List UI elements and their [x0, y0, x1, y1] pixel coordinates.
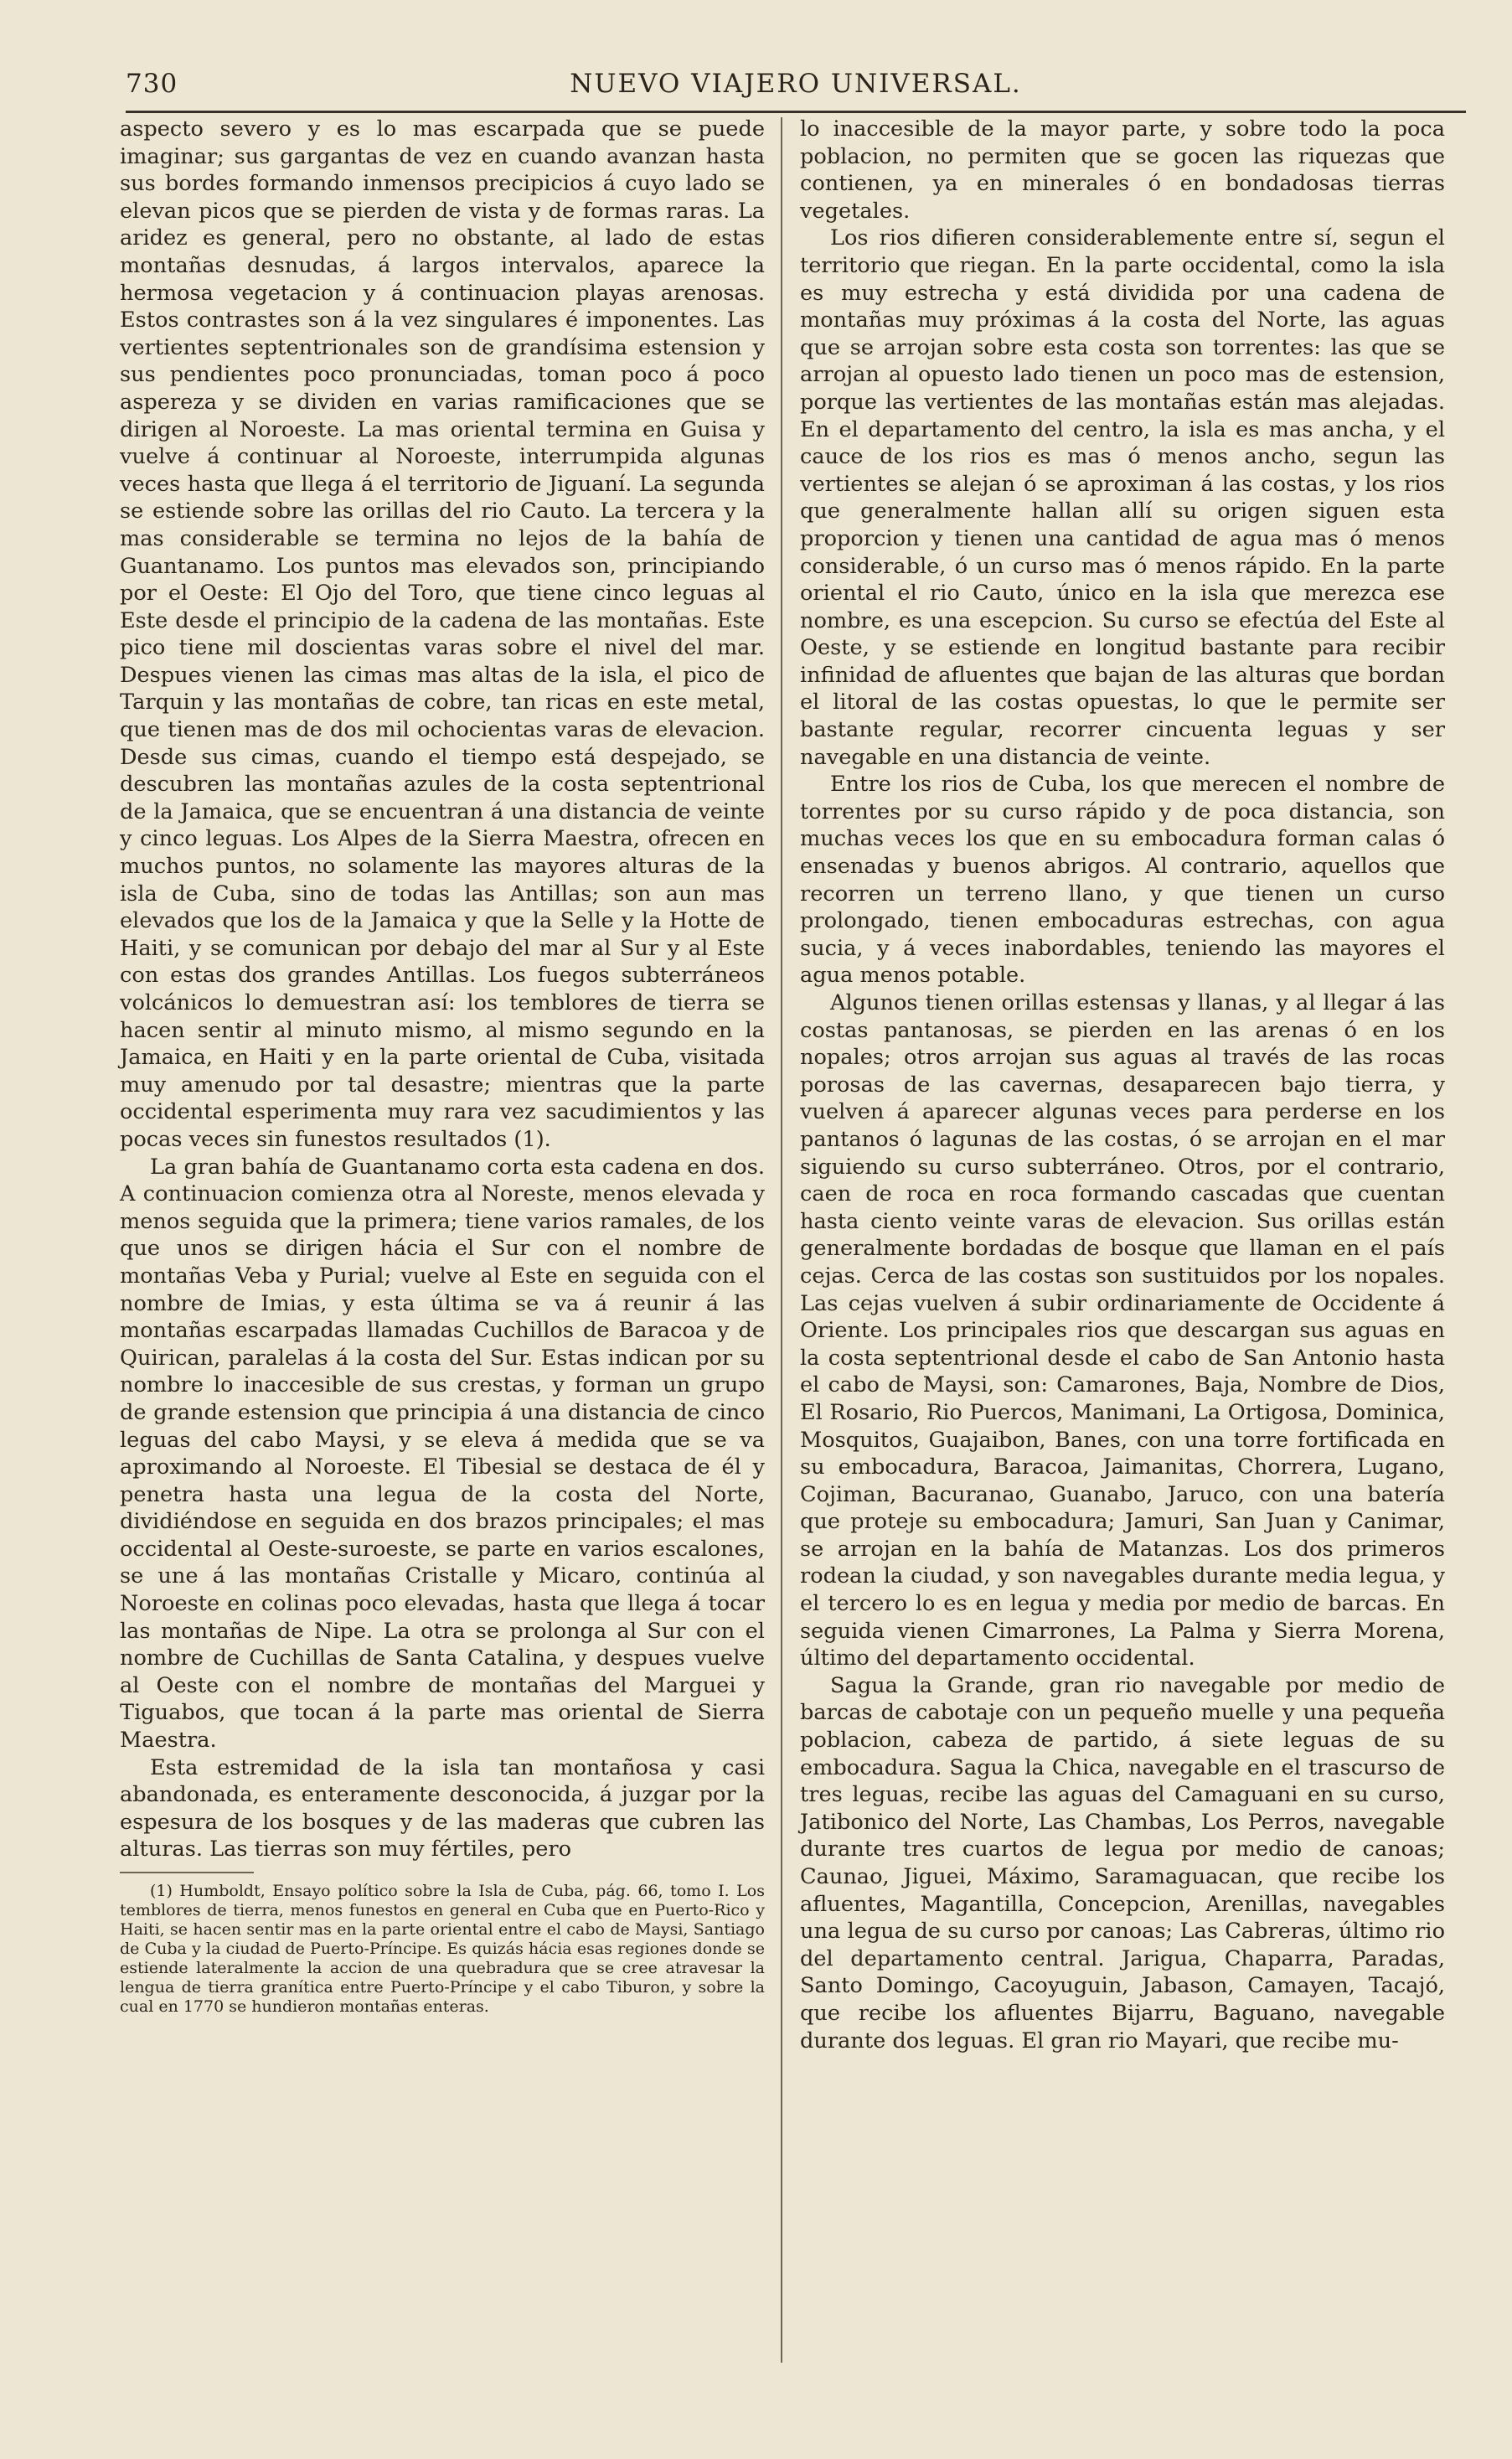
body-paragraph: Esta estremidad de la isla tan montañosa y casi abandonada, es enteramente desconocida, á juzgar por la espesura de los bosques y de las maderas que cubren las alturas. Las tierras son muy fértiles, pero — [120, 1754, 765, 1862]
footnote-rule — [120, 1872, 254, 1873]
page-number: 730 — [126, 69, 178, 99]
body-paragraph: Entre los rios de Cuba, los que merecen el nombre de torrentes por su curso rápido y de poca distancia, son muchas veces los que en su embocadura forman calas ó ensenadas y buenos abrigos. Al contrario, aquellos que recorren un terreno llano, y que tienen un curso prolongado, tienen embocaduras estrechas, con agua sucia, y á veces inabordables, teniendo las mayores el agua menos potable. — [800, 772, 1445, 989]
left-column — [120, 116, 765, 2017]
page-header — [126, 69, 1466, 113]
body-paragraph: aspecto severo y es lo mas escarpada que se puede imaginar; sus gargantas de vez en cuando avanzan hasta sus bordes formando inmensos precipicios á cuyo lado se elevan picos que se pierden de vista y de formas raras. La aridez es general, pero no obstante, al lado de estas montañas desnudas, á largos intervalos, aparece la hermosa vegetacion y á continuacion playas arenosas. Estos contrastes son á la vez singulares é imponentes. Las vertientes septentrionales son de grandísima estension y sus pendientes poco pronunciadas, toman poco á poco aspereza y se dividen en varias ramificaciones que se dirigen al Noroeste. La mas oriental termina en Guisa y vuelve á continuar al Noroeste, interrumpida algunas veces hasta que llega á el territorio de Jiguaní. La segunda se estiende sobre las orillas del rio Cauto. La tercera y la mas considerable se termina no lejos de la bahía de Guantanamo. Los puntos mas elevados son, principiando por el Oeste: El Ojo del Toro, que tiene cinco leguas al Este desde el principio de la cadena de las montañas. Este pico tiene mil doscientas varas sobre el nivel del mar. Despues vienen las cimas mas altas de la isla, el pico de Tarquin y las montañas de cobre, tan ricas en este metal, que tienen mas de dos mil ochocientas varas de elevacion. Desde sus cimas, cuando el tiempo está despejado, se descubren las montañas azules de la costa septentrional de la Jamaica, que se encuentran á una distancia de veinte y cinco leguas. Los Alpes de la Sierra Maestra, ofrecen en muchos puntos, no solamente las mayores alturas de la isla de Cuba, sino de todas las Antillas; son aun mas elevados que los de la Jamaica y que la Selle y la Hotte de Haiti, y se comunican por debajo del mar al Sur y al Este con estas dos grandes Antillas. Los fuegos subterráneos volcánicos lo demuestran así: los temblores de tierra se hacen sentir al minuto mismo, al mismo segundo en la Jamaica, en Haiti y en la parte oriental de Cuba, visitada muy amenudo por tal desastre; mientras que la parte occidental esperimenta muy rara vez sacudimientos y las pocas veces sin funestos resultados (1). — [120, 116, 765, 1152]
body-paragraph: Los rios difieren considerablemente entre sí, segun el territorio que riegan. En la parte occidental, como la isla es muy estrecha y está dividida por una cadena de montañas muy próximas á la costa del Norte, las aguas que se arrojan sobre esta costa son torrentes: las que se arrojan al opuesto lado tienen un poco mas de estension, porque las vertientes de las montañas están mas alejadas. En el departamento del centro, la isla es mas ancha, y el cauce de los rios es mas ó menos ancho, segun las vertientes se alejan ó se aproximan á las costas, y los rios que generalmente hallan allí su origen siguen esta proporcion y tienen una cantidad de agua mas ó menos considerable, ó un curso mas ó menos rápido. En la parte oriental el rio Cauto, único en la isla que merezca ese nombre, es una escepcion. Su curso se efectúa del Este al Oeste, y se estiende en longitud bastante para recibir infinidad de afluentes que bajan de las alturas que bordan el litoral de las costas opuestas, lo que le permite ser bastante regular, recorrer cincuenta leguas y ser navegable en una distancia de veinte. — [800, 225, 1445, 770]
column-divider — [781, 117, 782, 2363]
body-paragraph: Algunos tienen orillas estensas y llanas, y al llegar á las costas pantanosas, se pierden en las arenas ó en los nopales; otros arrojan sus aguas al través de las rocas porosas de las cavernas, desaparecen bajo tierra, y vuelven á aparecer algunas veces para perderse en los pantanos ó lagunas de las costas, ó se arrojan en el mar siguiendo su curso subterráneo. Otros, por el contrario, caen de roca en roca formando cascadas que cuentan hasta ciento veinte varas de elevacion. Sus orillas están generalmente bordadas de bosque que llaman en el país cejas. Cerca de las costas son sustituidos por los nopales. Las cejas vuelven á subir ordinariamente de Occidente á Oriente. Los principales rios que descargan sus aguas en la costa septentrional desde el cabo de San Antonio hasta el cabo de Maysi, son: Camarones, Baja, Nombre de Dios, El Rosario, Rio Puercos, Manimani, La Ortigosa, Dominica, Mosquitos, Guajaibon, Banes, con una torre fortificada en su embocadura, Baracoa, Jaimanitas, Chorrera, Lugano, Cojiman, Bacuranao, Guanabo, Jaruco, con una batería que proteje su embocadura; Jamuri, San Juan y Canimar, se arrojan en la bahía de Matanzas. Los dos primeros rodean la ciudad, y son navegables durante media legua, y el tercero lo es en legua y media por medio de barcas. En seguida vienen Cimarrones, La Palma y Sierra Morena, último del departamento occidental. — [800, 990, 1445, 1671]
body-paragraph: lo inaccesible de la mayor parte, y sobre todo la poca poblacion, no permiten que se gocen las riquezas que contienen, ya en minerales ó en bondadosas tierras vegetales. — [800, 116, 1445, 224]
right-column — [800, 116, 1445, 2054]
running-title: NUEVO VIAJERO UNIVERSAL. — [570, 69, 1022, 99]
footnote: (1) Humboldt, Ensayo político sobre la Isla de Cuba, pág. 66, tomo I. Los temblores de tierra, menos funestos en general en Cuba que en Puerto-Rico y Haiti, se hacen sentir mas en la parte oriental entre el cabo de Maysi, Santiago de Cuba y la ciudad de Puerto-Príncipe. Es quizás hácia esas regiones donde se estiende lateralmente la accion de una quebradura que se cree atravesar la lengua de tierra granítica entre Puerto-Príncipe y el cabo Tiburon, y sobre la cual en 1770 se hundieron montañas enteras. — [120, 1882, 765, 2016]
body-paragraph: La gran bahía de Guantanamo corta esta cadena en dos. A continuacion comienza otra al Noreste, menos elevada y menos seguida que la primera; tiene varios ramales, de los que unos se dirigen hácia el Sur con el nombre de montañas Veba y Purial; vuelve al Este en seguida con el nombre de Imias, y esta última se va á reunir á las montañas escarpadas llamadas Cuchillos de Baracoa y de Quirican, paralelas á la costa del Sur. Estas indican por su nombre lo inaccesible de sus crestas, y forman un grupo de grande estension que principia á una distancia de cinco leguas del cabo Maysi, y se eleva á medida que se va aproximando al Noroeste. El Tibesial se destaca de él y penetra hasta una legua de la costa del Norte, dividiéndose en seguida en dos brazos principales; el mas occidental al Oeste-suroeste, se parte en varios escalones, se une á las montañas Cristalle y Micaro, continúa al Noroeste en colinas poco elevadas, hasta que llega á tocar las montañas de Nipe. La otra se prolonga al Sur con el nombre de Cuchillas de Santa Catalina, y despues vuelve al Oeste con el nombre de montañas del Marguei y Tiguabos, que tocan á la parte mas oriental de Sierra Maestra. — [120, 1154, 765, 1754]
body-paragraph: Sagua la Grande, gran rio navegable por medio de barcas de cabotaje con un pequeño muelle y una pequeña poblacion, cabeza de partido, á siete leguas de su embocadura. Sagua la Chica, navegable en el trascurso de tres leguas, recibe las aguas del Camaguani en su curso, Jatibonico del Norte, Las Chambas, Los Perros, navegable durante tres cuartos de legua por medio de canoas; Caunao, Jiguei, Máximo, Saramaguacan, que recibe los afluentes, Magantilla, Concepcion, Arenillas, navegables una legua de su curso por canoas; Las Cabreras, último rio del departamento central. Jarigua, Chaparra, Paradas, Santo Domingo, Cacoyuguin, Jabason, Camayen, Tacajó, que recibe los afluentes Bijarru, Baguano, navegable durante dos leguas. El gran rio Mayari, que recibe mu- — [800, 1672, 1445, 2053]
